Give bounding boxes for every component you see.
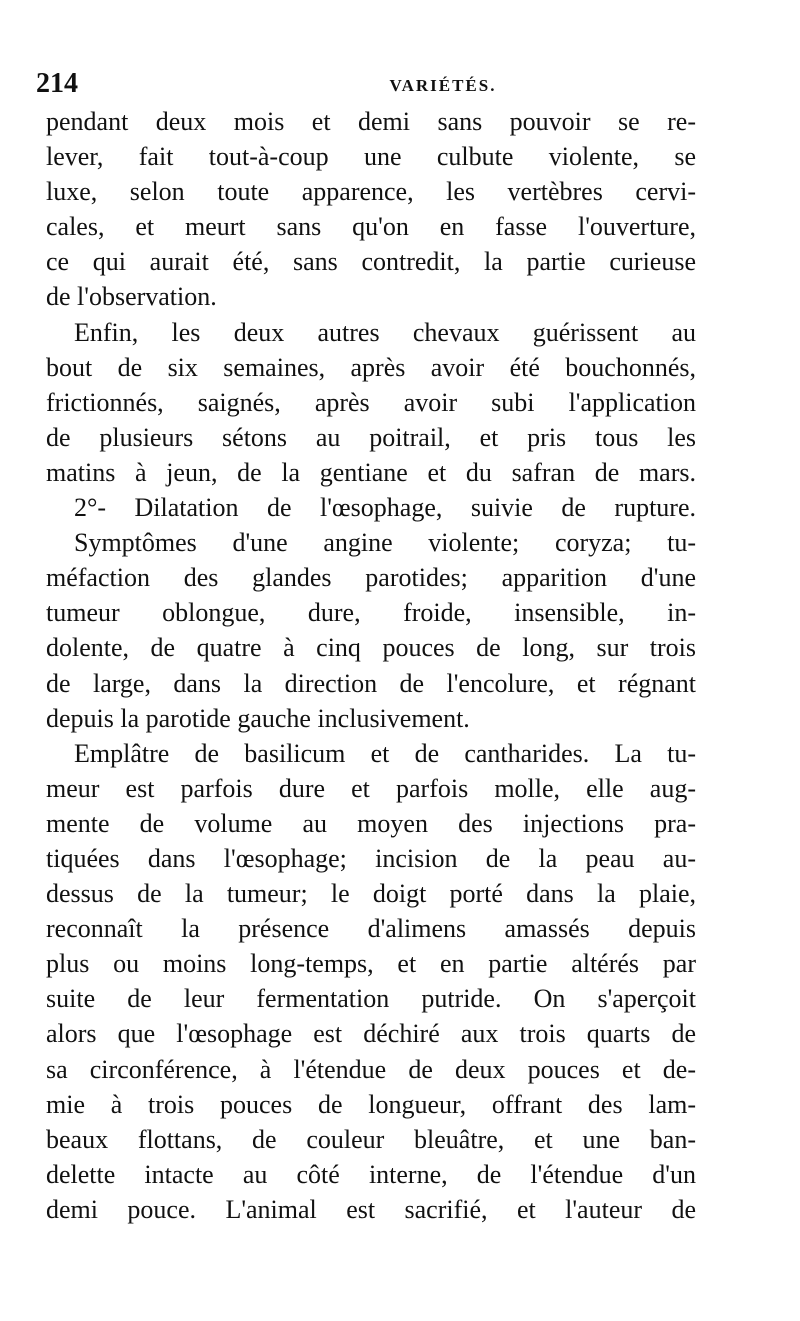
text-line: pendant deux mois et demi sans pouvoir se re-: [46, 107, 696, 136]
text-line: de plusieurs sétons au poitrail, et pris tous les: [46, 422, 696, 452]
text-line: frictionnés, saignés, après avoir subi l'application: [46, 387, 696, 417]
body-text: [46, 104, 696, 1227]
text-line: matins à jeun, de la gentiane et du safran de mars.: [46, 457, 696, 487]
text-line: plus ou moins long-temps, et en partie altérés par: [46, 949, 696, 979]
text-line: demi pouce. L'animal est sacrifié, et l'auteur de: [46, 1194, 696, 1224]
text-line: lever, fait tout-à-coup une culbute violente, se: [46, 142, 696, 172]
text-line: Emplâtre de basilicum et de cantharides. La tu-: [74, 738, 696, 768]
text-line: ce qui aurait été, sans contredit, la partie curieuse: [46, 247, 696, 277]
section-heading: 2°- Dilatation de l'œsophage, suivie de rupture.: [74, 493, 696, 523]
text-line: dessus de la tumeur; le doigt porté dans la plaie,: [46, 879, 696, 909]
text-line: sa circonférence, à l'étendue de deux pouces et de-: [46, 1054, 696, 1084]
text-line: delette intacte au côté interne, de l'étendue d'un: [46, 1159, 696, 1189]
text-line: cales, et meurt sans qu'on en fasse l'ouverture,: [46, 212, 696, 242]
text-line: de l'observation.: [46, 282, 217, 312]
text-line: suite de leur fermentation putride. On s'aperçoit: [46, 984, 696, 1014]
text-line: de large, dans la direction de l'encolure, et régnant: [46, 668, 696, 698]
text-line: meur est parfois dure et parfois molle, elle aug-: [46, 773, 696, 803]
text-line: depuis la parotide gauche inclusivement.: [46, 703, 470, 733]
text-line: beaux flottans, de couleur bleuâtre, et une ban-: [46, 1124, 696, 1154]
text-line: tumeur oblongue, dure, froide, insensible, in-: [46, 598, 696, 628]
running-title: VARIÉTÉS.: [389, 76, 497, 95]
text-line: tiquées dans l'œsophage; incision de la peau au-: [46, 843, 696, 873]
text-line: méfaction des glandes parotides; apparition d'une: [46, 563, 696, 593]
text-line: bout de six semaines, après avoir été bouchonnés,: [46, 352, 696, 382]
text-line: mente de volume au moyen des injections pra-: [46, 808, 696, 838]
text-line: reconnaît la présence d'alimens amassés depuis: [46, 914, 696, 944]
text-line: luxe, selon toute apparence, les vertèbres cervi-: [46, 177, 696, 207]
running-head: [36, 68, 740, 98]
page-number: 214: [36, 68, 78, 99]
text-line: Enfin, les deux autres chevaux guérissent au: [74, 317, 696, 347]
text-line: mie à trois pouces de longueur, offrant des lam-: [46, 1089, 696, 1119]
text-line: Symptômes d'une angine violente; coryza; tu-: [74, 528, 696, 558]
text-line: dolente, de quatre à cinq pouces de long, sur trois: [46, 633, 696, 663]
text-line: alors que l'œsophage est déchiré aux trois quarts de: [46, 1019, 696, 1049]
